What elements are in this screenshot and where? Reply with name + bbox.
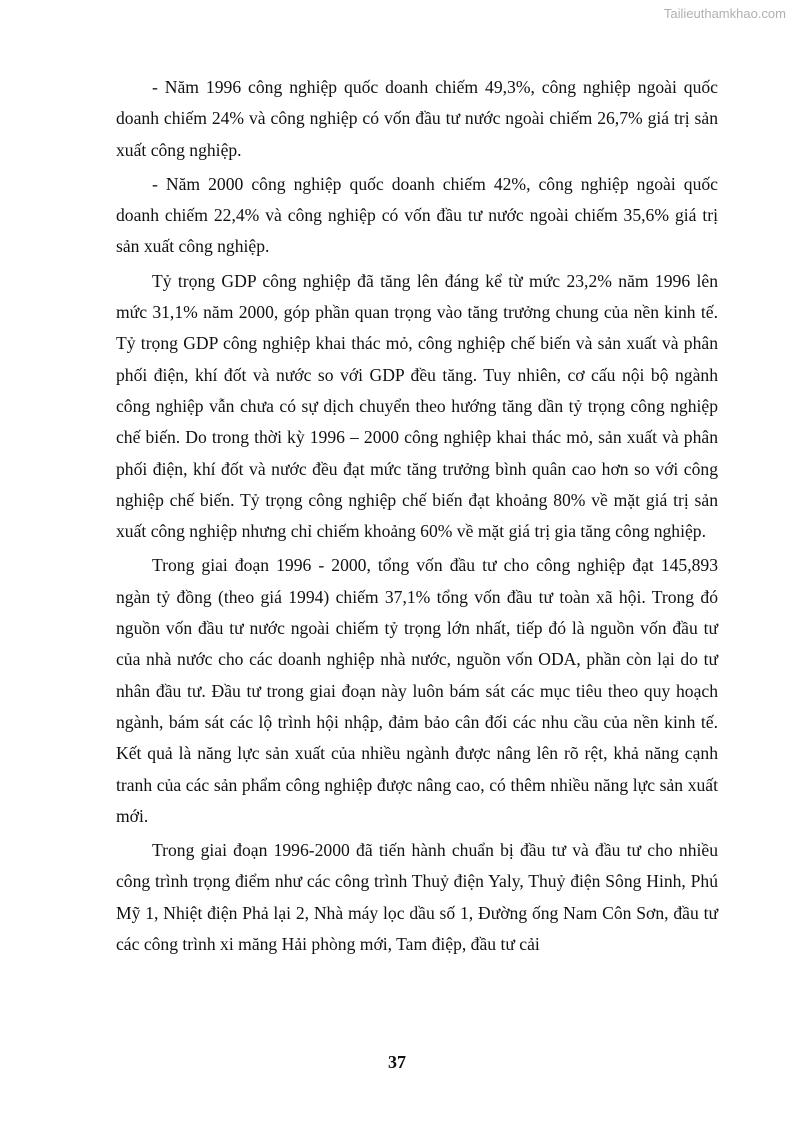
paragraph-1996-share: - Năm 1996 công nghiệp quốc doanh chiếm 49,3%, công nghiệp ngoài quốc doanh chiếm 24% và công nghiệp có vốn đầu tư nước ngoài chiếm 26,7% giá trị sản xuất công nghiệp. bbox=[116, 77, 718, 160]
paragraph-investment: Trong giai đoạn 1996 - 2000, tổng vốn đầu tư cho công nghiệp đạt 145,893 ngàn tỷ đồng (theo giá 1994) chiếm 37,1% tổng vốn đầu tư toàn xã hội. Trong đó nguồn vốn đầu tư nước ngoài chiếm tỷ trọng lớn nhất, tiếp đó là nguồn vốn đầu tư của nhà nước cho các doanh nghiệp nhà nước, nguồn vốn ODA, phần còn lại do tư nhân đầu tư. Đầu tư trong giai đoạn này luôn bám sát các mục tiêu theo quy hoạch ngành, bám sát các lộ trình hội nhập, đảm bảo cân đối các nhu cầu của nền kinh tế. Kết quả là năng lực sản xuất của nhiều ngành được nâng lên rõ rệt, khả năng cạnh tranh của các sản phẩm công nghiệp được nâng cao, có thêm nhiều năng lực sản xuất mới. bbox=[116, 555, 718, 826]
paragraph-2000-share: - Năm 2000 công nghiệp quốc doanh chiếm 42%, công nghiệp ngoài quốc doanh chiếm 22,4% và công nghiệp có vốn đầu tư nước ngoài chiếm 35,6% giá trị sản xuất công nghiệp. bbox=[116, 173, 718, 257]
paragraph-key-projects: Trong giai đoạn 1996-2000 đã tiến hành chuẩn bị đầu tư và đầu tư cho nhiều công trình trọng điểm như các công trình Thuỷ điện Yaly, Thuỷ điện Sông Hinh, Phú Mỹ 1, Nhiệt điện Phả lại 2, Nhà máy lọc dầu số 1, Đường ống Nam Côn Sơn, đầu tư các công trình xi măng Hải phòng mới, Tam điệp, đầu tư cải bbox=[116, 840, 718, 955]
page-body bbox=[116, 72, 718, 960]
page-number: 37 bbox=[388, 1052, 406, 1072]
paragraph-gdp-share: Tỷ trọng GDP công nghiệp đã tăng lên đáng kể từ mức 23,2% năm 1996 lên mức 31,1% năm 2000, góp phần quan trọng vào tăng trưởng chung của nền kinh tế. Tỷ trọng GDP công nghiệp khai thác mỏ, công nghiệp chế biến và sản xuất và phân phối điện, khí đốt và nước so với GDP đều tăng. Tuy nhiên, cơ cấu nội bộ ngành công nghiệp vẫn chưa có sự dịch chuyển theo hướng tăng dần tỷ trọng công nghiệp chế biến. Do trong thời kỳ 1996 – 2000 công nghiệp khai thác mỏ, sản xuất và phân phối điện, khí đốt và nước đều đạt mức tăng trưởng bình quân cao hơn so với công nghiệp chế biến. Tỷ trọng công nghiệp chế biến đạt khoảng 80% về mặt giá trị sản xuất công nghiệp nhưng chỉ chiếm khoảng 60% về mặt giá trị gia tăng công nghiệp. bbox=[116, 270, 718, 542]
watermark: Tailieuthamkhao.com bbox=[663, 6, 786, 21]
